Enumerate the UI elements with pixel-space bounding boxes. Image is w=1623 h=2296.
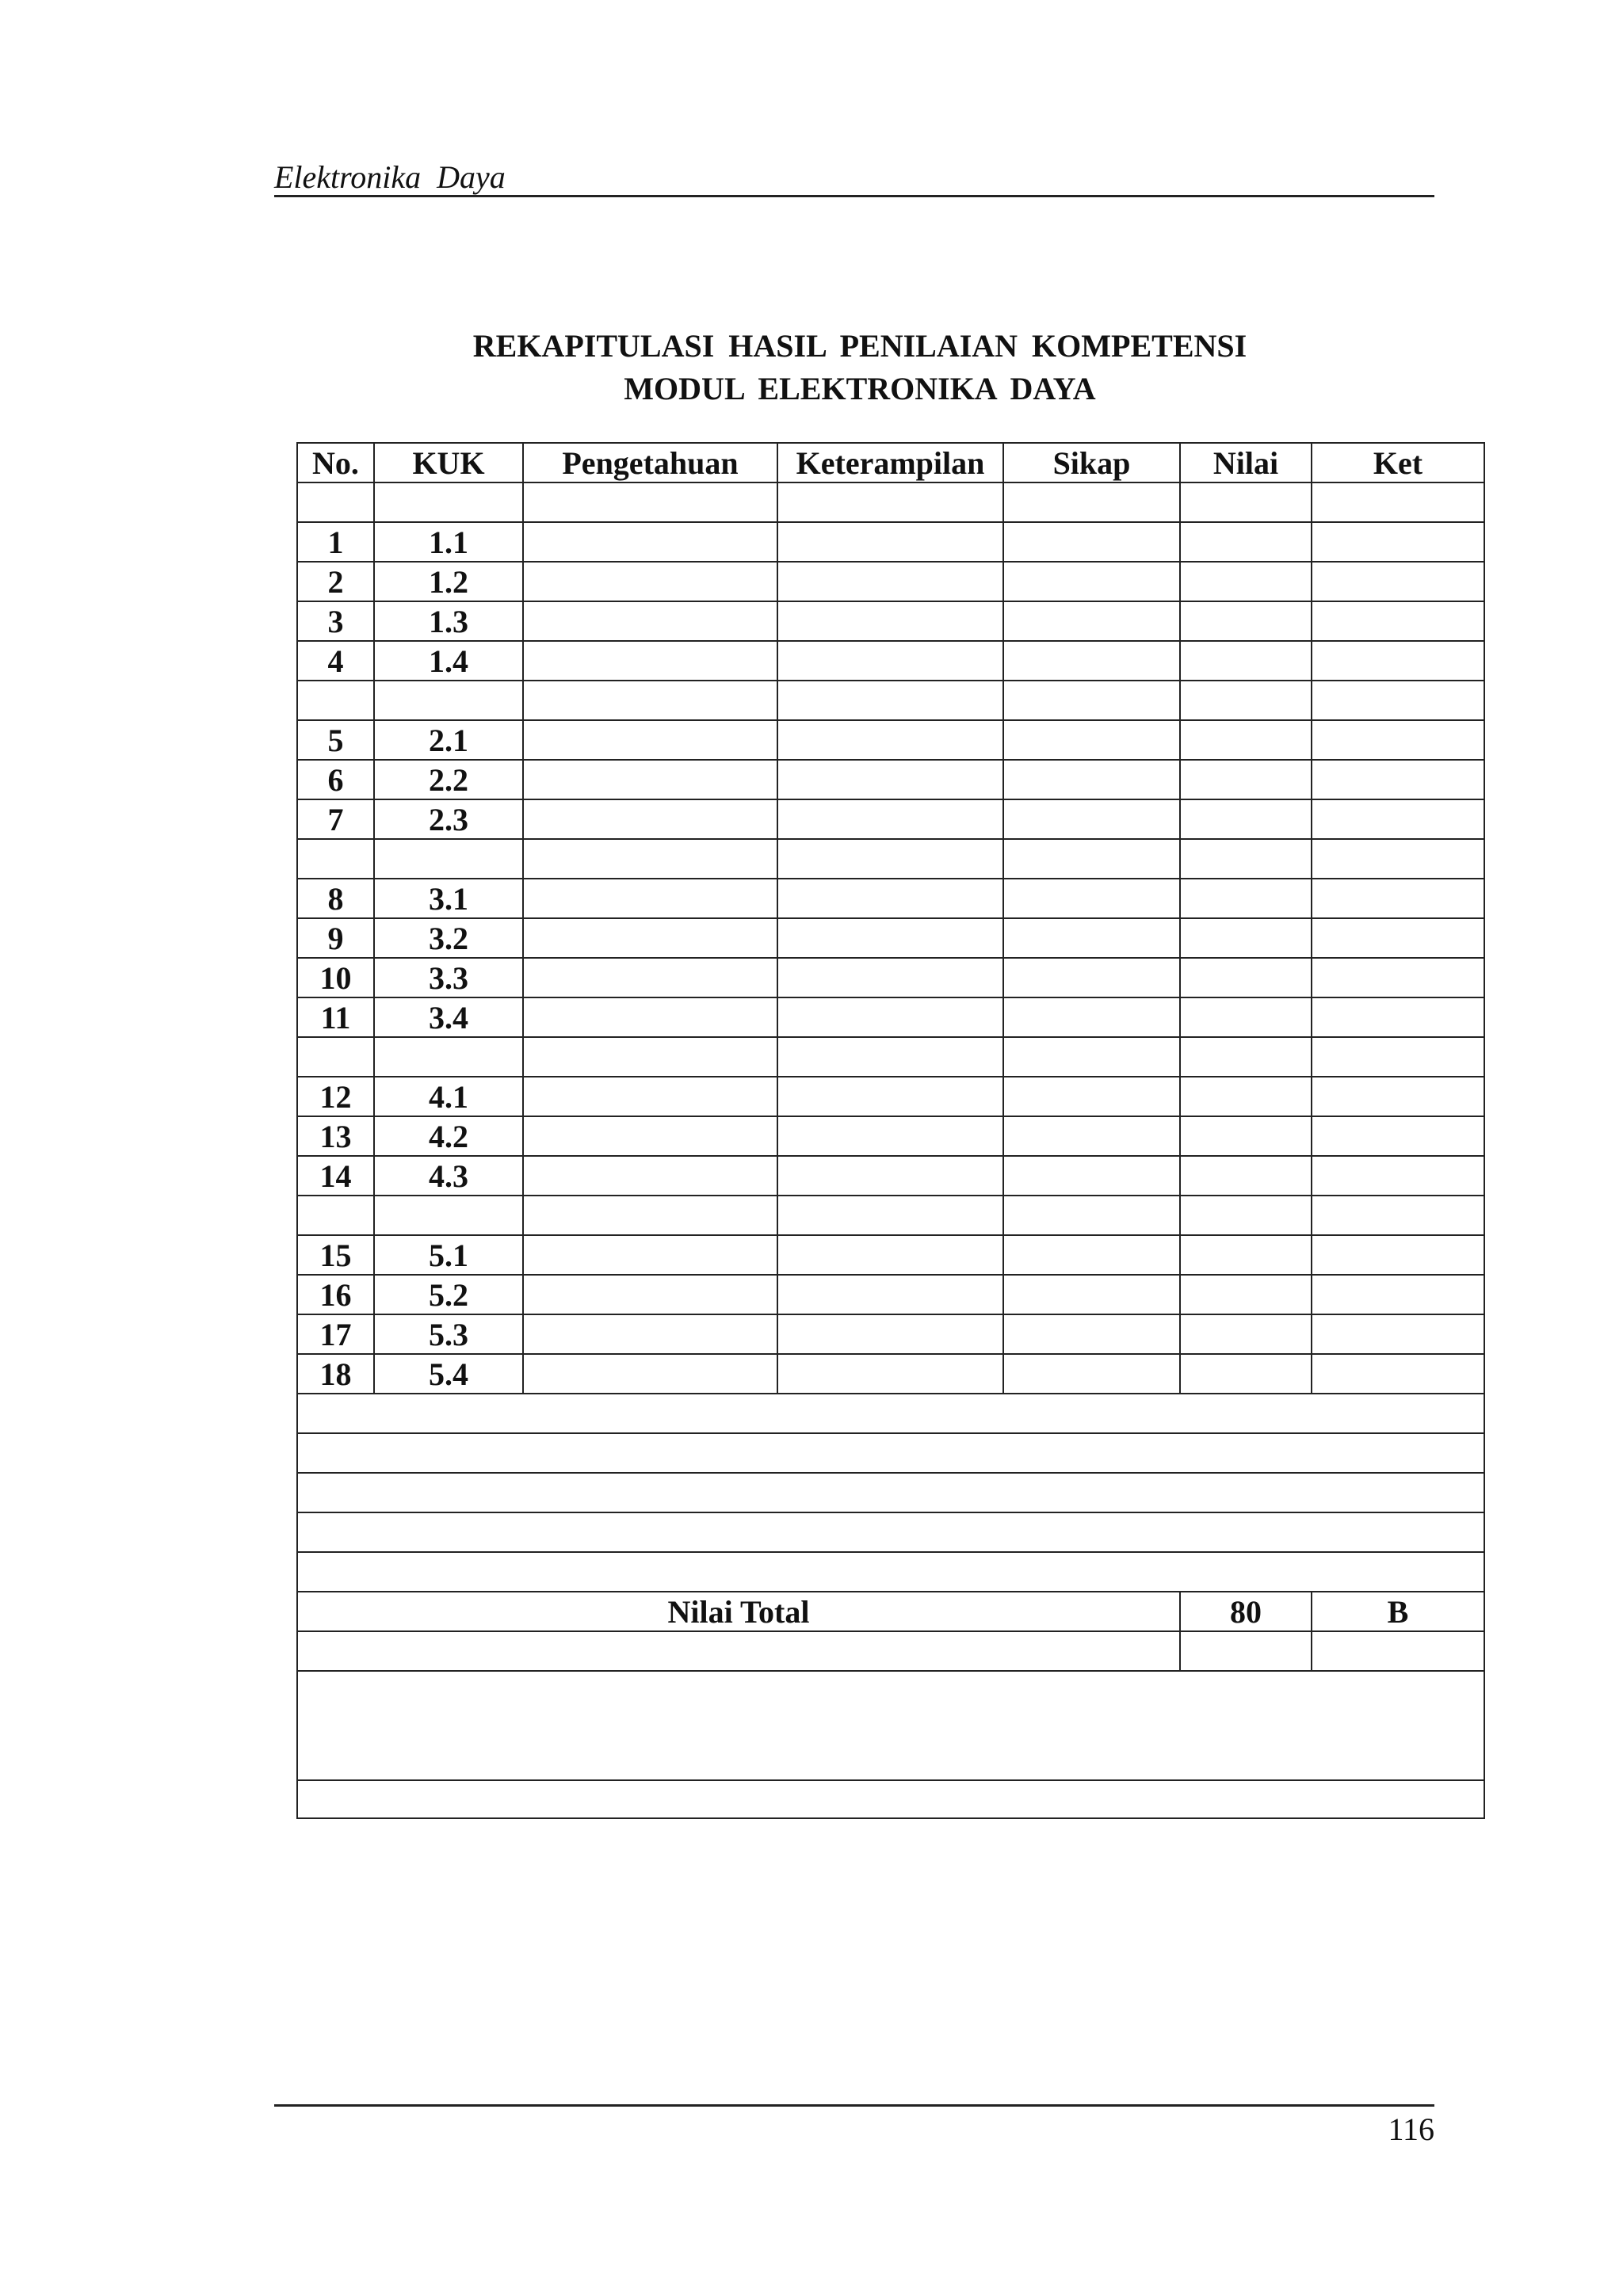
cell-sikap (1003, 1354, 1180, 1394)
cell-nilai (1180, 1235, 1312, 1275)
table-row (297, 799, 1484, 839)
recap-table (296, 442, 1485, 1819)
column-header-ket: Ket (1312, 443, 1484, 482)
running-header: Elektronika Daya (274, 159, 506, 195)
cell-kuk (374, 839, 523, 879)
table-row (297, 641, 1484, 681)
cell-ket (1312, 1156, 1484, 1196)
cell-keterampilan (777, 1196, 1003, 1235)
cell-kuk: 2.3 (374, 799, 523, 839)
spacer-row (297, 681, 1484, 720)
cell-pengetahuan (523, 1156, 777, 1196)
column-header-keterampilan: Keterampilan (777, 443, 1003, 482)
cell-nilai (1180, 1314, 1312, 1354)
blank-cell (1312, 1631, 1484, 1671)
cell-ket (1312, 482, 1484, 522)
cell-no: 15 (297, 1235, 374, 1275)
cell-ket (1312, 601, 1484, 641)
cell-ket (1312, 1116, 1484, 1156)
cell-nilai (1180, 918, 1312, 958)
cell-keterampilan (777, 720, 1003, 760)
cell-pengetahuan (523, 1275, 777, 1314)
notes-row (297, 1671, 1484, 1780)
cell-pengetahuan (523, 1116, 777, 1156)
cell-sikap (1003, 720, 1180, 760)
blank-summary-row (297, 1552, 1484, 1592)
table-row (297, 1156, 1484, 1196)
cell-no: 10 (297, 958, 374, 997)
cell-keterampilan (777, 1314, 1003, 1354)
cell-keterampilan (777, 641, 1003, 681)
table-row (297, 1275, 1484, 1314)
cell-nilai (1180, 641, 1312, 681)
cell-sikap (1003, 958, 1180, 997)
cell-no: 16 (297, 1275, 374, 1314)
notes-cell (297, 1671, 1484, 1780)
cell-pengetahuan (523, 1314, 777, 1354)
cell-ket (1312, 839, 1484, 879)
cell-sikap (1003, 799, 1180, 839)
cell-ket (1312, 522, 1484, 562)
column-header-kuk: KUK (374, 443, 523, 482)
cell-pengetahuan (523, 799, 777, 839)
cell-sikap (1003, 601, 1180, 641)
cell-no: 13 (297, 1116, 374, 1156)
cell-ket (1312, 1235, 1484, 1275)
blank-cell (297, 1631, 1180, 1671)
blank-summary-row (297, 1780, 1484, 1818)
cell-sikap (1003, 1235, 1180, 1275)
cell-keterampilan (777, 879, 1003, 918)
cell-ket (1312, 1314, 1484, 1354)
blank-total-row (297, 1631, 1484, 1671)
cell-kuk: 4.1 (374, 1077, 523, 1116)
cell-pengetahuan (523, 601, 777, 641)
spacer-row (297, 1037, 1484, 1077)
cell-keterampilan (777, 482, 1003, 522)
cell-ket (1312, 1037, 1484, 1077)
cell-no: 6 (297, 760, 374, 799)
cell-kuk: 4.2 (374, 1116, 523, 1156)
table-row (297, 997, 1484, 1037)
cell-nilai (1180, 681, 1312, 720)
cell-keterampilan (777, 1354, 1003, 1394)
blank-summary-row (297, 1512, 1484, 1552)
cell-pengetahuan (523, 997, 777, 1037)
cell-keterampilan (777, 1156, 1003, 1196)
cell-ket (1312, 918, 1484, 958)
total-label: Nilai Total (297, 1592, 1180, 1631)
cell-sikap (1003, 522, 1180, 562)
cell-kuk (374, 1037, 523, 1077)
blank-cell (297, 1433, 1484, 1473)
blank-cell (297, 1473, 1484, 1512)
blank-cell (297, 1780, 1484, 1818)
cell-no: 3 (297, 601, 374, 641)
table-row (297, 1116, 1484, 1156)
cell-kuk: 5.4 (374, 1354, 523, 1394)
cell-nilai (1180, 1156, 1312, 1196)
cell-nilai (1180, 562, 1312, 601)
cell-pengetahuan (523, 1235, 777, 1275)
cell-no: 5 (297, 720, 374, 760)
document-title (0, 325, 1623, 410)
cell-nilai (1180, 522, 1312, 562)
cell-keterampilan (777, 839, 1003, 879)
cell-sikap (1003, 562, 1180, 601)
cell-sikap (1003, 839, 1180, 879)
cell-pengetahuan (523, 482, 777, 522)
cell-nilai (1180, 720, 1312, 760)
column-header-nilai: Nilai (1180, 443, 1312, 482)
total-ket-value: B (1312, 1592, 1484, 1631)
table-row (297, 562, 1484, 601)
cell-pengetahuan (523, 1354, 777, 1394)
cell-no: 9 (297, 918, 374, 958)
blank-cell (297, 1552, 1484, 1592)
cell-pengetahuan (523, 681, 777, 720)
cell-nilai (1180, 1196, 1312, 1235)
cell-sikap (1003, 1037, 1180, 1077)
cell-no (297, 1196, 374, 1235)
cell-sikap (1003, 1196, 1180, 1235)
blank-cell (1180, 1631, 1312, 1671)
cell-sikap (1003, 879, 1180, 918)
cell-kuk: 1.2 (374, 562, 523, 601)
cell-kuk: 1.3 (374, 601, 523, 641)
cell-nilai (1180, 601, 1312, 641)
spacer-row (297, 1196, 1484, 1235)
cell-sikap (1003, 918, 1180, 958)
cell-no: 2 (297, 562, 374, 601)
cell-sikap (1003, 1314, 1180, 1354)
cell-pengetahuan (523, 1037, 777, 1077)
cell-nilai (1180, 879, 1312, 918)
blank-summary-row (297, 1473, 1484, 1512)
blank-cell (297, 1512, 1484, 1552)
cell-nilai (1180, 760, 1312, 799)
cell-sikap (1003, 1116, 1180, 1156)
cell-ket (1312, 879, 1484, 918)
cell-no (297, 1037, 374, 1077)
cell-sikap (1003, 760, 1180, 799)
cell-kuk: 1.4 (374, 641, 523, 681)
cell-keterampilan (777, 562, 1003, 601)
cell-pengetahuan (523, 720, 777, 760)
cell-no: 12 (297, 1077, 374, 1116)
cell-keterampilan (777, 601, 1003, 641)
table-row (297, 918, 1484, 958)
cell-nilai (1180, 997, 1312, 1037)
table-row (297, 879, 1484, 918)
cell-nilai (1180, 1354, 1312, 1394)
blank-summary-row (297, 1433, 1484, 1473)
cell-kuk: 3.3 (374, 958, 523, 997)
cell-sikap (1003, 1275, 1180, 1314)
total-nilai-value: 80 (1180, 1592, 1312, 1631)
cell-nilai (1180, 958, 1312, 997)
cell-kuk (374, 681, 523, 720)
cell-ket (1312, 760, 1484, 799)
cell-ket (1312, 1077, 1484, 1116)
cell-sikap (1003, 681, 1180, 720)
cell-ket (1312, 958, 1484, 997)
cell-keterampilan (777, 1275, 1003, 1314)
cell-ket (1312, 1196, 1484, 1235)
cell-keterampilan (777, 1116, 1003, 1156)
cell-keterampilan (777, 1037, 1003, 1077)
column-header-no: No. (297, 443, 374, 482)
cell-nilai (1180, 1275, 1312, 1314)
cell-keterampilan (777, 522, 1003, 562)
cell-kuk: 3.1 (374, 879, 523, 918)
cell-nilai (1180, 482, 1312, 522)
spacer-row (297, 839, 1484, 879)
cell-nilai (1180, 1116, 1312, 1156)
cell-nilai (1180, 839, 1312, 879)
table-row (297, 720, 1484, 760)
cell-keterampilan (777, 760, 1003, 799)
cell-ket (1312, 562, 1484, 601)
cell-pengetahuan (523, 641, 777, 681)
cell-pengetahuan (523, 1077, 777, 1116)
table-row (297, 1314, 1484, 1354)
blank-summary-row (297, 1394, 1484, 1433)
cell-sikap (1003, 1156, 1180, 1196)
recap-table-body (297, 482, 1484, 1394)
cell-no: 11 (297, 997, 374, 1037)
cell-nilai (1180, 1077, 1312, 1116)
cell-kuk (374, 1196, 523, 1235)
table-row (297, 1354, 1484, 1394)
cell-ket (1312, 799, 1484, 839)
cell-pengetahuan (523, 839, 777, 879)
cell-pengetahuan (523, 958, 777, 997)
footer-rule (274, 2104, 1434, 2107)
cell-no: 17 (297, 1314, 374, 1354)
cell-ket (1312, 1354, 1484, 1394)
cell-no: 14 (297, 1156, 374, 1196)
page-number: 116 (1388, 2111, 1434, 2147)
cell-ket (1312, 997, 1484, 1037)
cell-kuk (374, 482, 523, 522)
blank-cell (297, 1394, 1484, 1433)
cell-keterampilan (777, 918, 1003, 958)
cell-kuk: 4.3 (374, 1156, 523, 1196)
cell-ket (1312, 681, 1484, 720)
cell-kuk: 2.1 (374, 720, 523, 760)
cell-ket (1312, 720, 1484, 760)
cell-no: 8 (297, 879, 374, 918)
table-row (297, 760, 1484, 799)
cell-no: 1 (297, 522, 374, 562)
cell-sikap (1003, 641, 1180, 681)
cell-keterampilan (777, 1235, 1003, 1275)
cell-ket (1312, 1275, 1484, 1314)
cell-kuk: 3.4 (374, 997, 523, 1037)
cell-sikap (1003, 482, 1180, 522)
cell-no: 7 (297, 799, 374, 839)
cell-kuk: 2.2 (374, 760, 523, 799)
cell-pengetahuan (523, 522, 777, 562)
cell-keterampilan (777, 958, 1003, 997)
cell-pengetahuan (523, 562, 777, 601)
cell-no (297, 839, 374, 879)
title-line-2: MODUL ELEKTRONIKA DAYA (624, 371, 1096, 406)
cell-keterampilan (777, 1077, 1003, 1116)
table-row (297, 522, 1484, 562)
spacer-row (297, 482, 1484, 522)
column-header-sikap: Sikap (1003, 443, 1180, 482)
table-row (297, 958, 1484, 997)
table-row (297, 601, 1484, 641)
cell-ket (1312, 641, 1484, 681)
cell-sikap (1003, 997, 1180, 1037)
header-rule (274, 195, 1434, 197)
cell-pengetahuan (523, 918, 777, 958)
cell-nilai (1180, 1037, 1312, 1077)
cell-no: 4 (297, 641, 374, 681)
cell-kuk: 5.1 (374, 1235, 523, 1275)
cell-pengetahuan (523, 879, 777, 918)
column-header-pengetahuan: Pengetahuan (523, 443, 777, 482)
cell-no (297, 681, 374, 720)
table-header-row (297, 443, 1484, 482)
total-row (297, 1592, 1484, 1631)
cell-kuk: 3.2 (374, 918, 523, 958)
cell-no: 18 (297, 1354, 374, 1394)
cell-keterampilan (777, 681, 1003, 720)
cell-keterampilan (777, 799, 1003, 839)
title-line-1: REKAPITULASI HASIL PENILAIAN KOMPETENSI (472, 328, 1247, 364)
cell-pengetahuan (523, 1196, 777, 1235)
cell-kuk: 5.3 (374, 1314, 523, 1354)
cell-nilai (1180, 799, 1312, 839)
cell-keterampilan (777, 997, 1003, 1037)
cell-pengetahuan (523, 760, 777, 799)
cell-no (297, 482, 374, 522)
table-row (297, 1235, 1484, 1275)
cell-sikap (1003, 1077, 1180, 1116)
table-row (297, 1077, 1484, 1116)
cell-kuk: 1.1 (374, 522, 523, 562)
cell-kuk: 5.2 (374, 1275, 523, 1314)
